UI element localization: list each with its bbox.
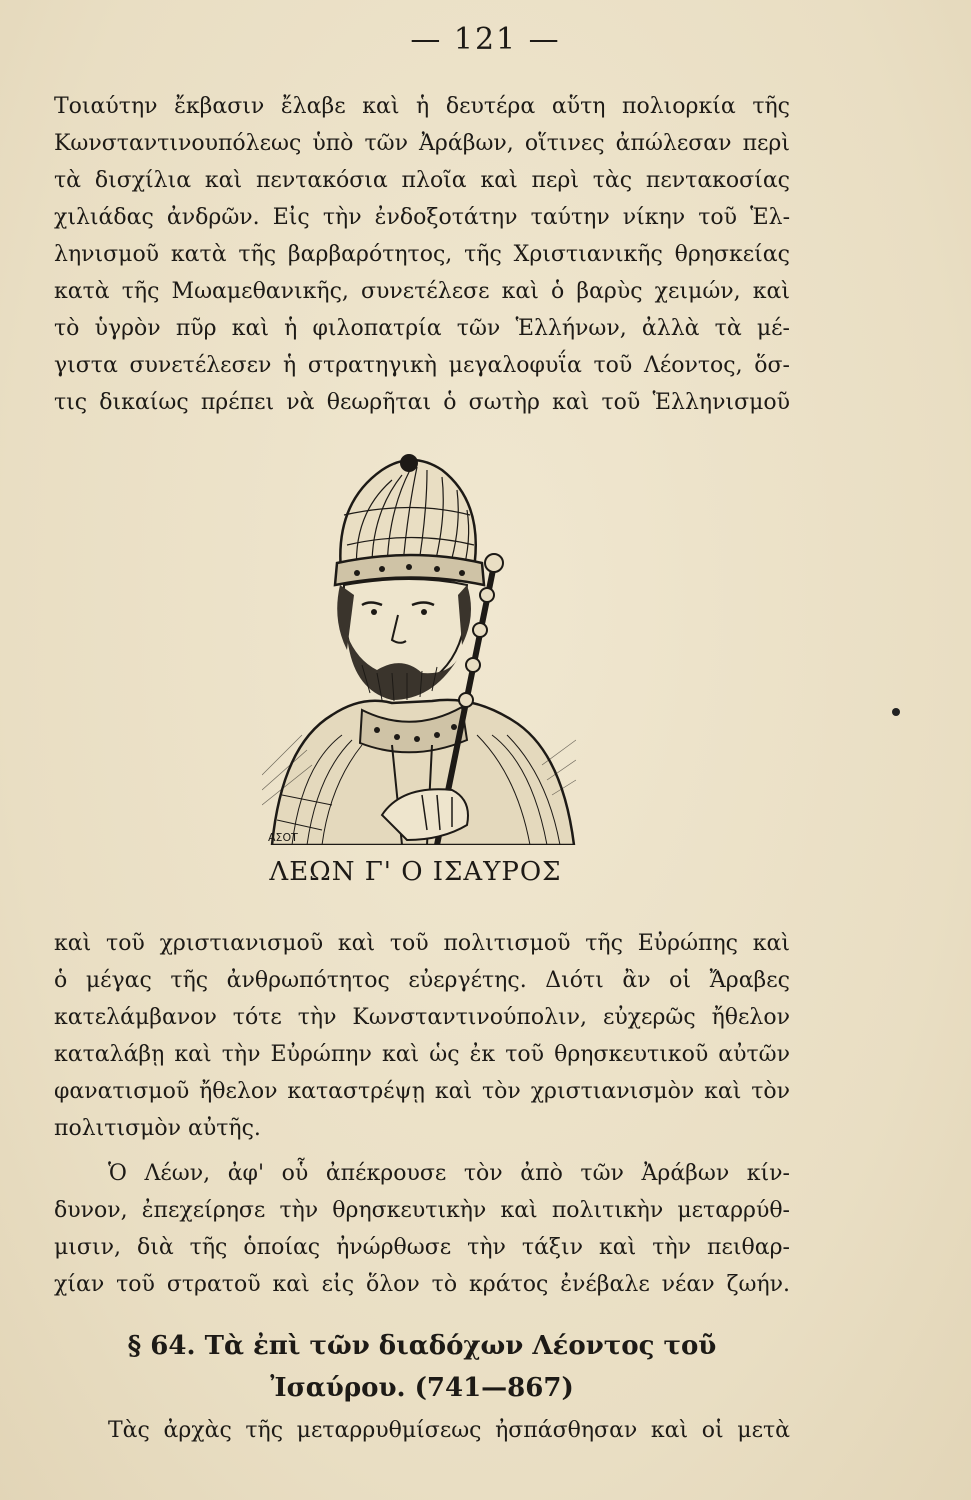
- text-line: τὸ ὑγρὸν πῦρ καὶ ἡ φιλοπατρία τῶν Ἑλλήνων, ἀλλὰ τὰ μέ-: [54, 316, 790, 341]
- text-line: τις δικαίως πρέπει νὰ θεωρῆται ὁ σωτὴρ καὶ τοῦ Ἑλληνισμοῦ: [54, 390, 790, 415]
- paragraph-siege-outcome: [54, 88, 790, 421]
- engraver-signature: ΑΣΟΤ: [268, 831, 298, 844]
- text-line: καταλάβῃ καὶ τὴν Εὐρώπην καὶ ὡς ἐκ τοῦ θρησκευτικοῦ αὐτῶν: [54, 1042, 790, 1067]
- section-heading-line: Ἰσαύρου. (741—867): [270, 1373, 574, 1403]
- paragraph-reforms: [54, 1155, 790, 1303]
- text-line: φανατισμοῦ ἤθελον καταστρέψῃ καὶ τὸν χριστιανισμὸν καὶ τὸν: [54, 1079, 790, 1104]
- text-line: γιστα συνετέλεσεν ἡ στρατηγικὴ μεγαλοφυΐα τοῦ Λέοντος, ὅσ-: [54, 353, 790, 378]
- paragraph-savior: [54, 925, 790, 1147]
- section-heading-line: § 64. Τὰ ἐπὶ τῶν διαδόχων Λέοντος τοῦ: [127, 1331, 717, 1361]
- text-line: χιλιάδας ἀνδρῶν. Εἰς τὴν ἐνδοξοτάτην ταύτην νίκην τοῦ Ἑλ-: [54, 205, 790, 230]
- page-number: — 121 —: [410, 22, 561, 57]
- text-line: κατελάμβανον τότε τὴν Κωνσταντινούπολιν, εὐχερῶς ἤθελον: [54, 1005, 790, 1030]
- text-line: Τοιαύτην ἔκβασιν ἔλαβε καὶ ἡ δευτέρα αὕτη πολιορκία τῆς: [54, 94, 790, 119]
- portrait-engraving: [262, 445, 576, 845]
- text-line: Τὰς ἀρχὰς τῆς μεταρρυθμίσεως ἠσπάσθησαν καὶ οἱ μετὰ: [108, 1418, 790, 1443]
- text-line: τὰ δισχίλια καὶ πεντακόσια πλοῖα καὶ περὶ τὰς πεντακοσίας: [54, 168, 790, 193]
- ink-speck: [892, 708, 900, 716]
- text-line: Κωνσταντινουπόλεως ὑπὸ τῶν Ἀράβων, οἵτινες ἀπώλεσαν περὶ: [54, 131, 790, 156]
- text-line: πολιτισμὸν αὐτῆς.: [54, 1116, 261, 1141]
- text-line: καὶ τοῦ χριστιανισμοῦ καὶ τοῦ πολιτισμοῦ τῆς Εὐρώπης καὶ: [54, 931, 790, 956]
- section-heading: [54, 1325, 790, 1409]
- text-line: χίαν τοῦ στρατοῦ καὶ εἰς ὅλον τὸ κράτος ἐνέβαλε νέαν ζωήν.: [54, 1272, 790, 1297]
- text-line: ληνισμοῦ κατὰ τῆς βαρβαρότητος, τῆς Χριστιανικῆς θρησκείας: [54, 242, 790, 267]
- text-line: ὁ μέγας τῆς ἀνθρωπότητος εὐεργέτης. Διότι ἂν οἱ Ἄραβες: [54, 968, 790, 993]
- text-line: κατὰ τῆς Μωαμεθανικῆς, συνετέλεσε καὶ ὁ βαρὺς χειμών, καὶ: [54, 279, 790, 304]
- paragraph-successors: [54, 1412, 790, 1449]
- text-line: μισιν, διὰ τῆς ὁποίας ἠνώρθωσε τὴν τάξιν καὶ τὴν πειθαρ-: [54, 1235, 790, 1260]
- text-line: δυνον, ἐπεχείρησε τὴν θρησκευτικὴν καὶ πολιτικὴν μεταρρύθ-: [54, 1198, 790, 1223]
- portrait-caption: ΛΕΩΝ Γ' Ο ΙΣΑΥΡΟΣ: [269, 857, 562, 887]
- text-line: Ὁ Λέων, ἀφ' οὗ ἀπέκρουσε τὸν ἀπὸ τῶν Ἀράβων κίν-: [108, 1161, 790, 1186]
